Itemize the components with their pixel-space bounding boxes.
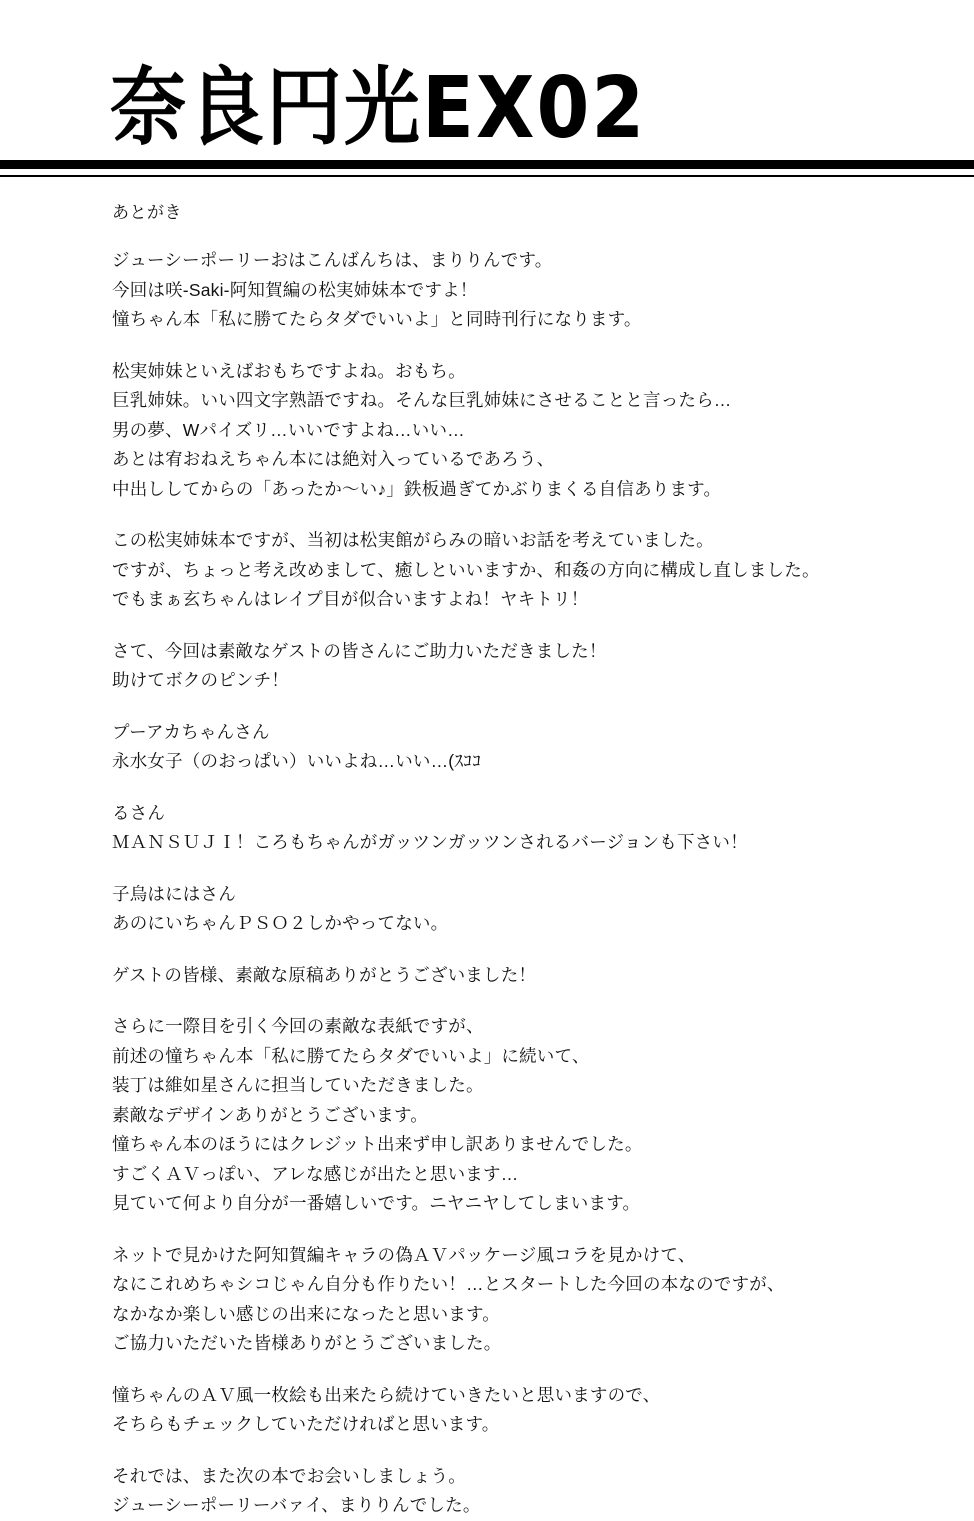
text-line: なにこれめちゃシコじゃん自分も作りたい！…とスタートした今回の本なのですが、 [112,1274,785,1294]
text-line: プーアカちゃんさん [112,721,270,742]
text-line: ジューシーポーリーバァイ、まりりんでした。 [112,1495,481,1515]
paragraph-omochi [112,357,912,505]
header-rule-thick [0,160,974,169]
text-line: ジューシーポーリーおはこんばんちは、まりりんです。 [112,250,553,270]
text-line: ご協力いただいた皆様ありがとうございました。 [112,1333,502,1353]
text-line: 憧ちゃん本「私に勝てたらタダでいいよ」と同時刊行になります。 [112,309,642,329]
text-line: 永水女子（のおっぱい）いいよね…いい…(ｽｺｺ [112,751,482,771]
text-line: なかなか楽しい感じの出来になったと思います。 [112,1303,500,1324]
paragraph-cover [112,1012,912,1219]
text-line: 男の夢、Wパイズリ…いいですよね…いい… [112,419,465,440]
text-line: 素敵なデザインありがとうございます。 [112,1104,428,1125]
paragraph-closing [112,1462,912,1521]
text-line: 装丁は維如星さんに担当していただきました。 [112,1075,484,1095]
afterword-heading: あとがき [112,203,182,222]
text-line: さらに一際目を引く今回の素敵な表紙ですが、 [112,1016,484,1036]
text-line: すごくＡＶっぽい、アレな感じが出たと思います… [112,1163,519,1184]
text-line: ですが、ちょっと考え改めまして、癒しといいますか、和姦の方向に構成し直しました。 [112,559,820,580]
text-line: 見ていて何より自分が一番嬉しいです。ニヤニヤしてしまいます。 [112,1193,641,1213]
paragraph-future [112,1381,912,1440]
paragraph-intro [112,246,912,335]
text-line: さて、今回は素敵なゲストの皆さんにご助力いただきました！ [112,640,607,661]
text-line: この松実姉妹本ですが、当初は松実館がらみの暗いお話を考えていました。 [112,530,714,550]
paragraph-list [112,246,912,1521]
text-line: 中出ししてからの「あったか～い♪」鉄板過ぎてかぶりまくる自信あります。 [112,478,722,499]
text-line: 子烏はにはさん [112,883,236,904]
title-block [0,52,974,162]
paragraph-guest-puaka [112,718,912,777]
text-line: そちらもチェックしていただければと思います。 [112,1414,500,1434]
text-line: 松実姉妹といえばおもちですよね。おもち。 [112,360,466,381]
text-line: あとは宥おねえちゃん本には絶対入っているであろう、 [112,449,555,469]
text-line: それでは、また次の本でお会いしましょう。 [112,1465,466,1486]
paragraph-concept [112,526,912,615]
paragraph-origin [112,1241,912,1359]
text-line: ＭＡＮＳＵＪＩ！ころもちゃんがガッツンガッツンされるバージョンも下さい！ [112,832,748,852]
text-line: 憧ちゃん本のほうにはクレジット出来ず申し訳ありませんでした。 [112,1134,643,1154]
text-line: あのにいちゃんＰＳＯ２しかやってない。 [112,913,449,933]
text-line: 前述の憧ちゃん本「私に勝てたらタダでいいよ」に続いて、 [112,1045,590,1066]
header-rule-thin [0,175,974,177]
text-line: 今回は咲-Saki-阿知賀編の松実姉妹本ですよ！ [112,279,478,300]
paragraph-guests-intro [112,637,912,696]
paragraph-guest-kotori [112,880,912,939]
afterword-body [112,198,912,1521]
text-line: 巨乳姉妹。いい四文字熟語ですね。そんな巨乳姉妹にさせることと言ったら… [112,390,732,410]
paragraph-guest-ru [112,799,912,858]
text-line: でもまぁ玄ちゃんはレイプ目が似合いますよね！ヤキトリ！ [112,589,589,609]
paragraph-guests-thanks [112,961,912,991]
text-line: ネットで見かけた阿知賀編キャラの偽ＡＶパッケージ風コラを見かけて、 [112,1244,696,1265]
text-line: 憧ちゃんのＡＶ風一枚絵も出来たら続けていきたいと思いますので、 [112,1384,661,1405]
page-title: 奈良円光EX02 [110,57,647,158]
text-line: るさん [112,802,166,823]
text-line: ゲストの皆様、素敵な原稿ありがとうございました！ [112,964,537,985]
text-line: 助けてボクのピンチ！ [112,670,289,690]
